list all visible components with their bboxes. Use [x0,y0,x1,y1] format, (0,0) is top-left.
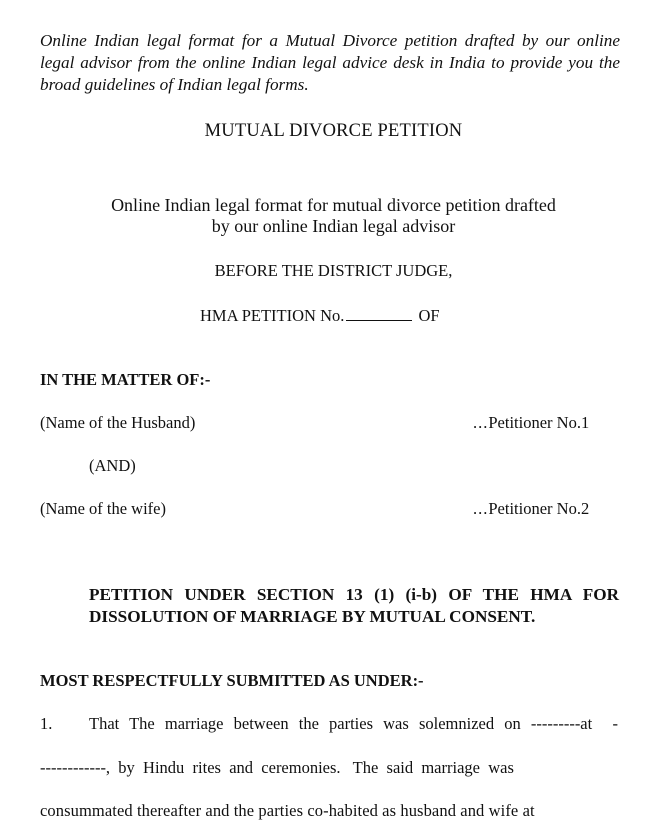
petitioner-1-dots: ... [473,413,489,432]
petitioner-1-label: Petitioner No.1 [488,413,590,432]
petition-heading: PETITION UNDER SECTION 13 (1) (i-b) OF THE HMA FOR DISSOLUTION OF MARRIAGE BY MUTUAL CONSENT. [89,585,619,626]
party-wife: (Name of the wife) [40,499,166,518]
paragraph-1-line-1: That The marriage between the parties was solemnized on ---------at - [89,714,618,733]
paragraph-1-line-2: ------------, by Hindu rites and ceremonies. The said marriage was [40,758,514,777]
petitioner-1-role [473,413,589,433]
and-separator: (AND) [89,456,136,475]
subtitle-line-2: by our online Indian legal advisor [211,216,456,236]
petitioner-2-label: Petitioner No.2 [488,499,590,518]
document-subtitle [40,195,627,237]
petition-number-blank [346,306,412,321]
paragraph-number-1: 1. [40,714,53,733]
petitioner-2-dots: ... [473,499,489,518]
hma-of: OF [418,306,440,325]
hma-label: HMA PETITION No. [200,306,345,325]
subtitle-line-1: Online Indian legal format for mutual divorce petition drafted [111,195,556,215]
submission-heading: MOST RESPECTFULLY SUBMITTED AS UNDER:- [40,671,424,690]
hma-petition-line [200,306,440,326]
petitioner-2-role [473,499,589,519]
matter-heading: IN THE MATTER OF:- [40,370,211,389]
intro-paragraph: Online Indian legal format for a Mutual Divorce petition drafted by our online legal advisor from the online Indian legal advice desk in India to provide you the broad guidelines of Indian legal forms. [40,31,620,94]
document-title: MUTUAL DIVORCE PETITION [204,121,463,141]
court-heading: BEFORE THE DISTRICT JUDGE, [214,261,453,280]
paragraph-1-line-3: consummated thereafter and the parties co-habited as husband and wife at [40,801,535,820]
party-husband: (Name of the Husband) [40,413,196,432]
